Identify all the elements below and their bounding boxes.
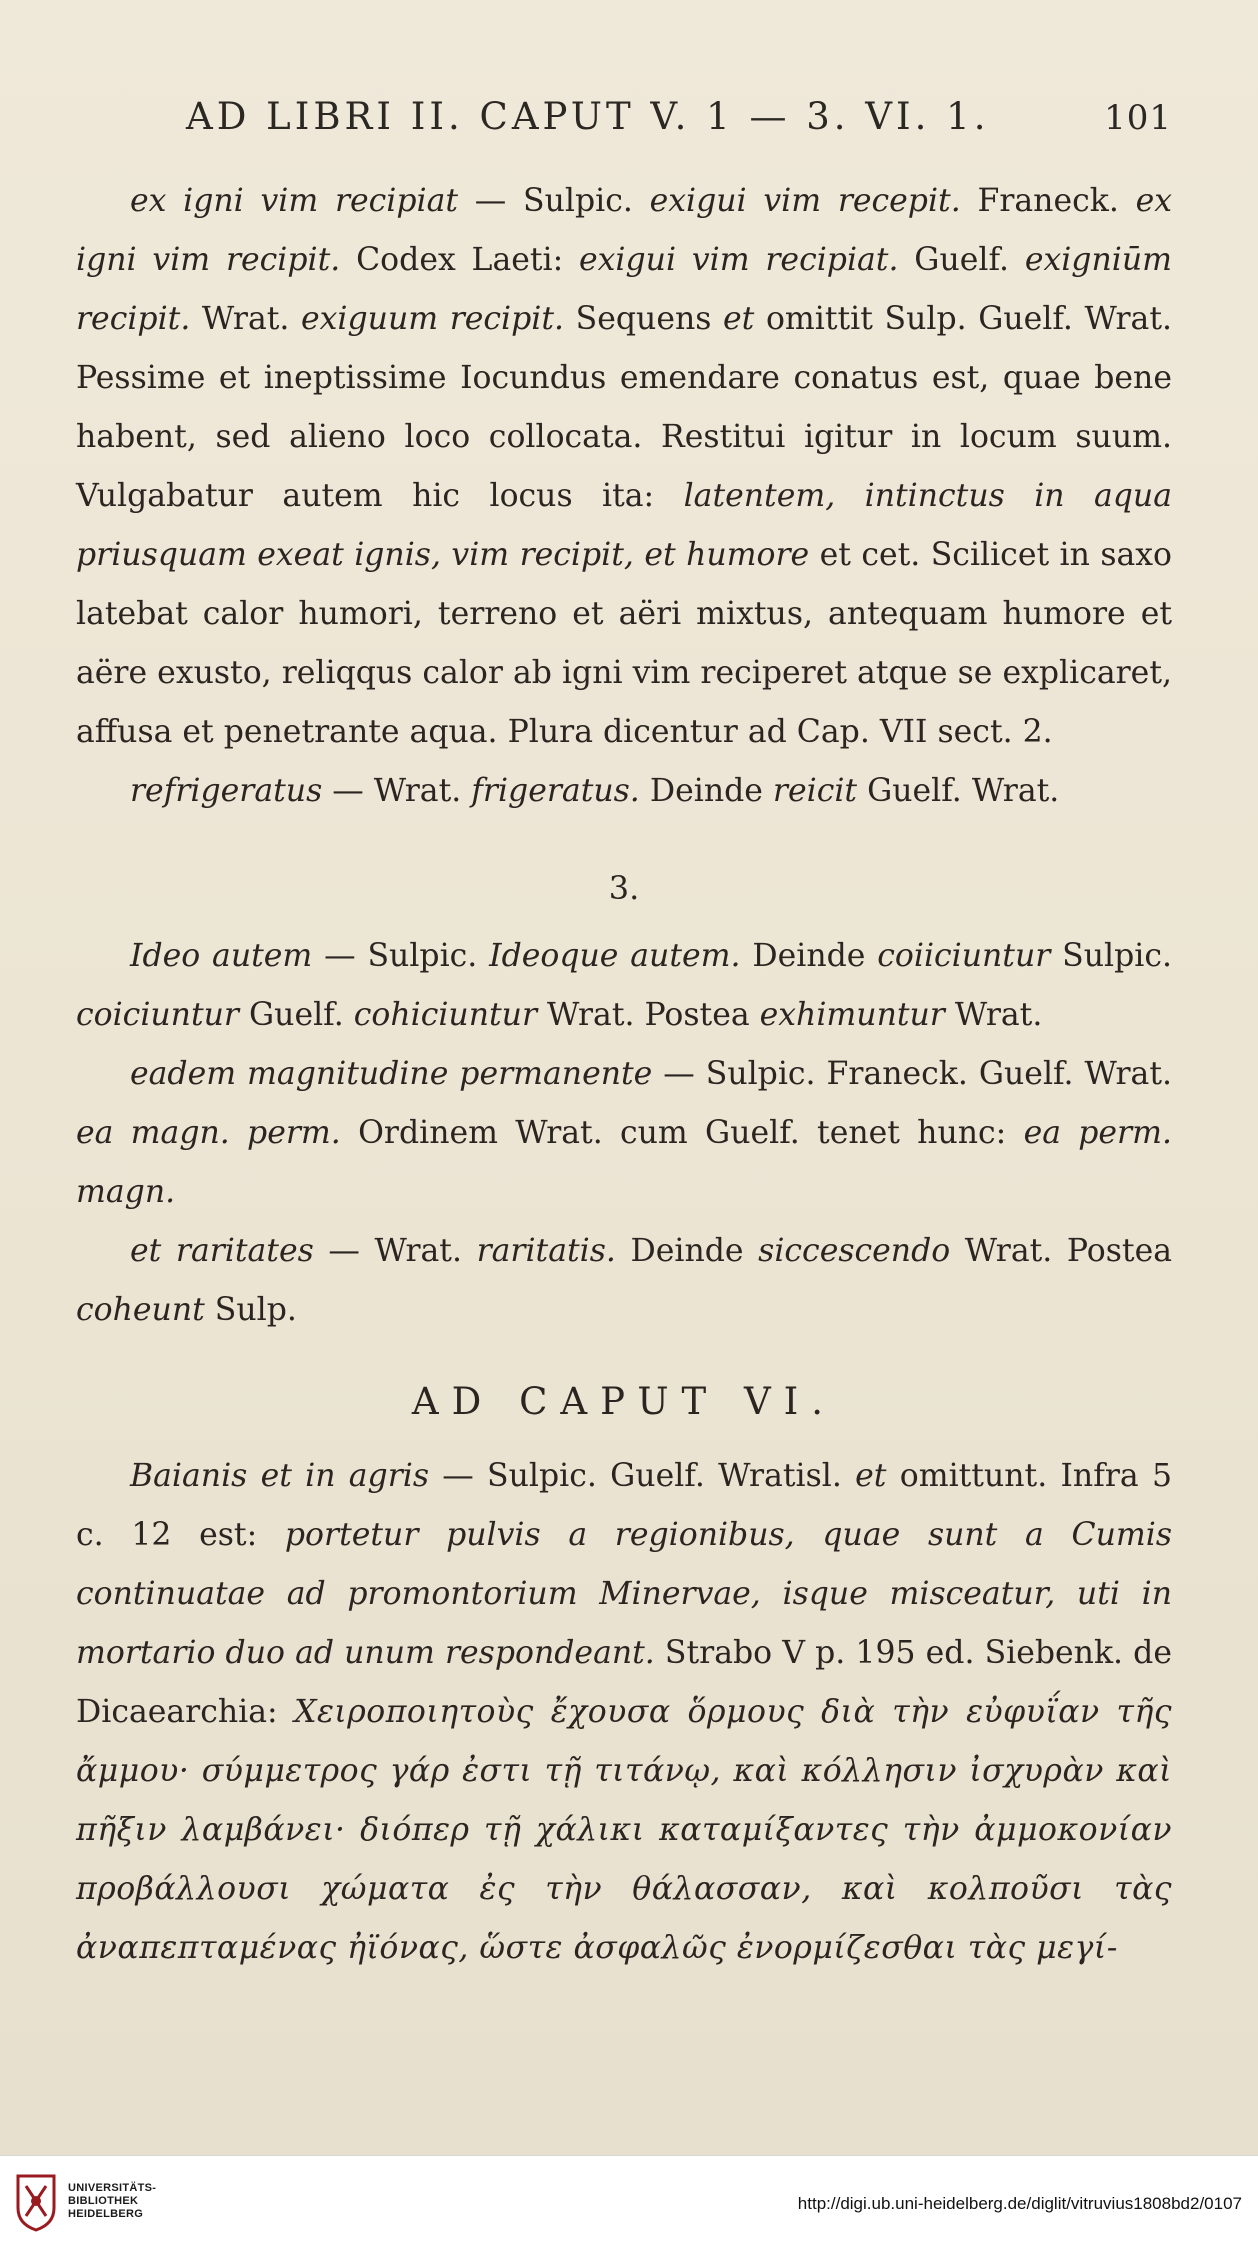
text: Wrat. Postea — [537, 997, 760, 1033]
text: Wrat. — [190, 301, 302, 337]
text: Sulpic. — [1050, 938, 1172, 974]
variant: exhimuntur — [759, 997, 945, 1033]
running-head — [186, 95, 1172, 138]
quotation: latentem, intinctus in aqua priusquam exeat ignis, vim recipit, — [76, 478, 1172, 573]
variant: exiguum recipit. — [301, 301, 565, 337]
text: — Sulpic. — [312, 938, 490, 974]
text — [634, 537, 644, 573]
text: omittit Sulp. Guelf. Wrat. Pessime et ineptissime Iocundus emendare conatus est, quae bene habent, sed alieno loco collocata. Restitui igitur in locum suum. Vulgabatur autem hic locus ita: — [76, 301, 1173, 514]
variant: cohiciuntur — [353, 997, 537, 1033]
text: Deinde — [639, 773, 773, 809]
variant: ea magn. perm. — [76, 1115, 341, 1151]
text: Deinde — [615, 1233, 759, 1269]
lemma: ex igni vim recipiat — [130, 183, 459, 219]
library-name-line: HEIDELBERG — [68, 2208, 144, 2220]
text: Wrat. Postea — [950, 1233, 1173, 1269]
variant: raritatis. — [476, 1233, 616, 1269]
variant: et — [723, 301, 755, 337]
footer-bar — [0, 2155, 1258, 2249]
variant: reicit — [772, 773, 858, 809]
variant: et — [855, 1458, 887, 1494]
text: Wrat. — [944, 997, 1043, 1033]
text: Sequens — [564, 301, 724, 337]
text: Guelf. Wrat. — [857, 773, 1060, 809]
library-name-line: BIBLIOTHEK — [68, 2195, 139, 2207]
section-number: 3. — [608, 869, 640, 907]
variant: Ideoque autem. — [489, 938, 741, 974]
variant: coiiciuntur — [877, 938, 1051, 974]
text: — Sulpic. Franeck. Guelf. Wrat. — [652, 1056, 1172, 1092]
text: Sulp. — [204, 1292, 297, 1328]
text: Franeck. — [960, 183, 1136, 219]
text: Deinde — [740, 938, 878, 974]
text: et cet. Scilicet in saxo latebat calor humori, terreno et aëri mixtus, antequam humore et aëre exusto, reliqqus calor ab igni vim reciperet atque se explicaret, affusa et penetrante aqua. Plura dicentur ad Cap. VII sect. 2. — [76, 537, 1173, 750]
quotation: portetur pulvis a regionibus, quae sunt a Cumis continuatae ad promontorium Minervae, isque misceatur, uti in mortario duo ad unum respondeant. — [76, 1517, 1172, 1671]
text: Guelf. — [238, 997, 354, 1033]
library-name-line: UNIVERSITÄTS- — [68, 2182, 157, 2194]
text: — Sulpic. Guelf. Wratisl. — [429, 1458, 856, 1494]
variant: exigui vim recepit. — [649, 183, 961, 219]
greek-quotation: Χειροποιητοὺς ἔχουσα ὅρμους διὰ τὴν εὐφυΐαν τῆς ἄμμου· σύμμετρος γάρ ἐστι τῇ τιτάνῳ, καὶ κόλλησιν ἰσχυρὰν καὶ πῆξιν λαμβάνει· διόπερ τῇ χάλικι καταμίξαντες τὴν ἀμμοκονίαν προβάλλουσι χώματα ἐς τὴν θάλασσαν, καὶ κολποῦσι τὰς ἀναπεπταμένας ἠϊόνας, ὥστε ἀσφαλῶς ἐνορμίζεσθαι τὰς μεγί- — [76, 1694, 1172, 1966]
lemma: eadem magnitudine permanente — [130, 1056, 653, 1092]
text: Ordinem Wrat. cum Guelf. tenet hunc: — [340, 1115, 1024, 1151]
library-seal-icon — [14, 2172, 58, 2232]
variant: coheunt — [76, 1292, 205, 1328]
chapter-heading: AD CAPUT VI. — [411, 1380, 837, 1423]
commentary-paragraph-4 — [76, 1045, 1172, 1222]
source-url-link[interactable]: http://digi.ub.uni-heidelberg.de/diglit/vitruvius1808bd2/0107 — [797, 2194, 1242, 2213]
running-title: AD LIBRI II. CAPUT V. 1 — 3. VI. 1. — [186, 95, 990, 138]
variant: ex igni vim recipit. — [76, 183, 1172, 278]
lemma: refrigeratus — [130, 773, 323, 809]
commentary-paragraph-3 — [76, 927, 1172, 1045]
library-name — [68, 2182, 156, 2221]
commentary-paragraph-5 — [76, 1222, 1172, 1340]
variant: siccescendo — [758, 1233, 951, 1269]
variant: coiciuntur — [76, 997, 239, 1033]
variant: frigeratus. — [471, 773, 640, 809]
lemma: Baianis et in agris — [130, 1458, 429, 1494]
text: omittunt. Infra 5 c. 12 est: — [76, 1458, 1172, 1553]
lemma: Ideo autem — [130, 938, 313, 974]
text: Guelf. — [898, 242, 1025, 278]
text: Codex Laeti: — [340, 242, 580, 278]
page-number: 101 — [1104, 98, 1172, 138]
text: Strabo V p. 195 ed. Siebenk. de Dicaearchia: — [76, 1635, 1172, 1730]
variant: ea perm. magn. — [76, 1115, 1172, 1210]
quotation: et humore — [644, 537, 810, 573]
variant: exigniūm recipit. — [76, 242, 1172, 337]
commentary-paragraph-6 — [76, 1447, 1172, 1978]
lemma: et raritates — [130, 1233, 314, 1269]
text: — Wrat. — [322, 773, 472, 809]
variant: exigui vim recipiat. — [579, 242, 899, 278]
commentary-paragraph-1 — [76, 172, 1172, 762]
text: — Sulpic. — [458, 183, 650, 219]
text: — Wrat. — [313, 1233, 477, 1269]
commentary-paragraph-2 — [76, 762, 1172, 821]
